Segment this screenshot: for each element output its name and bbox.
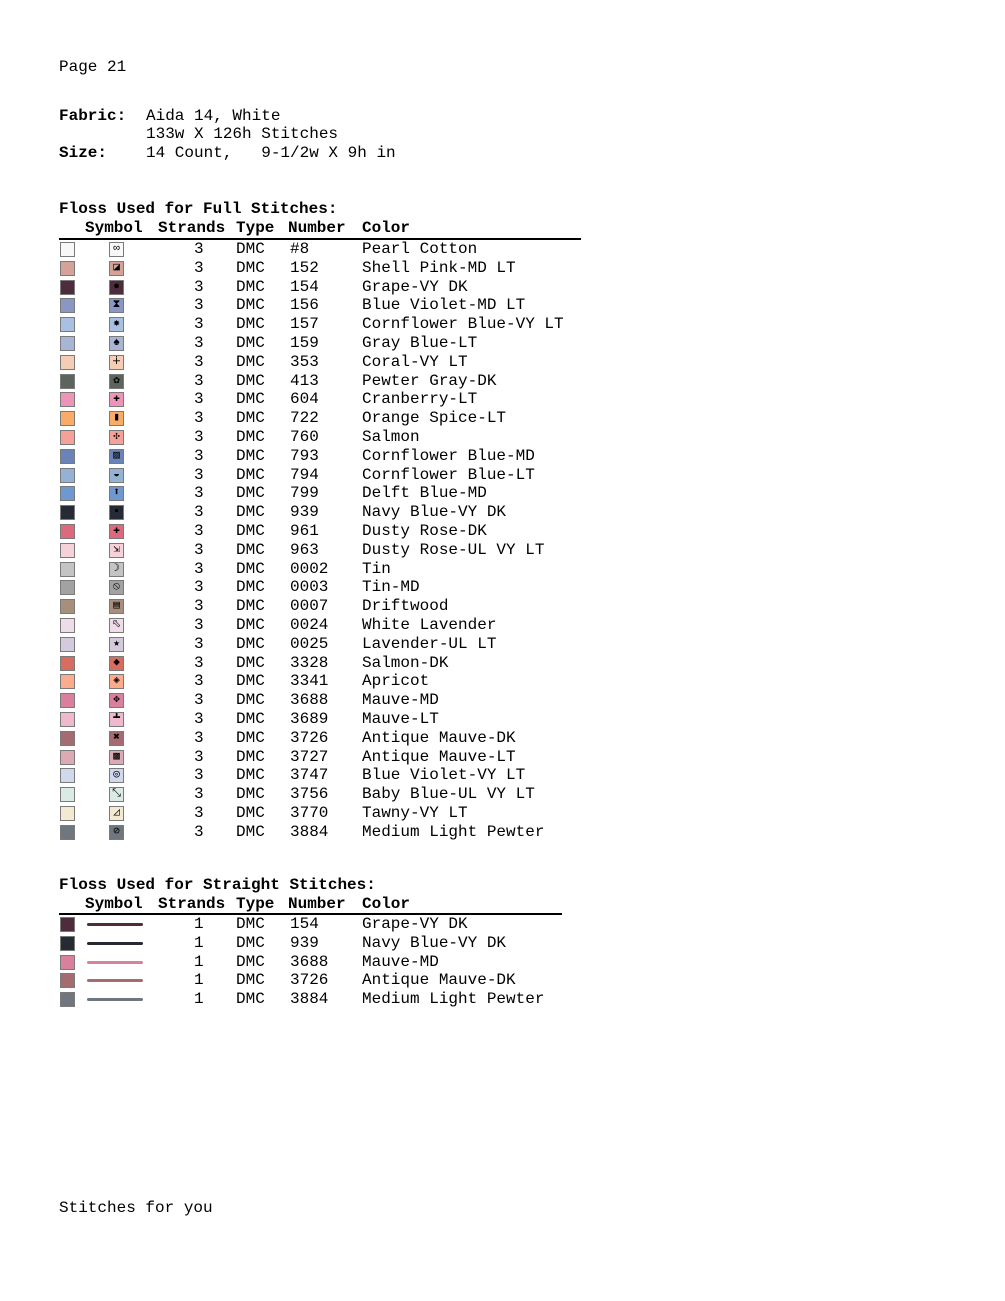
color-swatch <box>60 806 75 821</box>
table-row <box>0 953 700 972</box>
table-row <box>0 578 700 597</box>
color-swatch <box>60 992 75 1007</box>
table-row <box>0 541 700 560</box>
footer-text: Stitches for you <box>59 1199 213 1217</box>
type-cell: DMC <box>236 578 265 597</box>
number-cell: #8 <box>290 240 310 258</box>
type-cell: DMC <box>236 672 265 691</box>
color-name-cell: Dusty Rose-DK <box>362 522 487 540</box>
color-swatch <box>60 374 75 389</box>
strands-cell: 3 <box>194 258 204 277</box>
color-name-cell: Lavender-UL LT <box>362 634 497 653</box>
strands-cell: 3 <box>194 822 204 841</box>
color-swatch <box>60 936 75 951</box>
symbol-icon: ✚ <box>109 392 124 407</box>
table-row <box>0 915 700 934</box>
table-row <box>0 672 700 691</box>
strands-cell: 3 <box>194 747 204 766</box>
number-cell: 3726 <box>290 728 329 747</box>
type-cell: DMC <box>236 990 265 1009</box>
color-swatch <box>60 524 75 539</box>
number-cell: 0003 <box>290 578 329 597</box>
type-cell: DMC <box>236 446 265 465</box>
color-swatch <box>60 261 75 276</box>
type-cell: DMC <box>236 691 265 710</box>
stitch-line-icon <box>87 998 143 1001</box>
color-name-cell: Tin <box>362 559 391 578</box>
color-name-cell: Delft Blue-MD <box>362 484 487 503</box>
table-row <box>0 315 700 334</box>
number-cell: 0002 <box>290 559 329 578</box>
symbol-icon: ┻ <box>109 712 124 727</box>
table-row <box>0 990 700 1009</box>
strands-cell: 3 <box>194 428 204 446</box>
number-cell: 722 <box>290 409 319 428</box>
strands-cell: 3 <box>194 465 204 484</box>
symbol-icon: ✿ <box>109 374 124 389</box>
number-cell: 3770 <box>290 804 329 822</box>
type-cell: DMC <box>236 597 265 616</box>
color-name-cell: Dusty Rose-UL VY LT <box>362 540 545 559</box>
stitch-line-icon <box>87 961 143 964</box>
table-row <box>0 823 700 842</box>
strands-cell: 3 <box>194 371 204 390</box>
table-row <box>0 447 700 466</box>
table-row <box>0 766 700 785</box>
strands-cell: 3 <box>194 597 204 616</box>
header-number: Number <box>288 895 346 913</box>
strands-cell: 3 <box>194 484 204 503</box>
strands-cell: 3 <box>194 522 204 540</box>
symbol-icon: ◎ <box>109 768 124 783</box>
color-name-cell: Cornflower Blue-LT <box>362 465 535 484</box>
type-cell: DMC <box>236 352 265 371</box>
symbol-icon: ✸ <box>109 317 124 332</box>
strands-cell: 1 <box>194 952 204 971</box>
number-cell: 159 <box>290 334 319 352</box>
table-row <box>0 503 700 522</box>
color-swatch <box>60 242 75 257</box>
symbol-icon: ◆ <box>109 656 124 671</box>
symbol-icon: ⬁ <box>109 618 124 633</box>
table-row <box>0 409 700 428</box>
symbol-icon: ⊘ <box>109 825 124 840</box>
table-row <box>0 240 700 259</box>
table-row <box>0 353 700 372</box>
number-cell: 3688 <box>290 952 329 971</box>
strands-cell: 3 <box>194 559 204 578</box>
symbol-icon: ⤡ <box>109 787 124 802</box>
color-name-cell: Medium Light Pewter <box>362 822 545 841</box>
type-cell: DMC <box>236 747 265 766</box>
type-cell: DMC <box>236 409 265 428</box>
color-swatch <box>60 955 75 970</box>
symbol-icon: ∔ <box>109 355 124 370</box>
number-cell: 799 <box>290 484 319 503</box>
color-name-cell: Antique Mauve-DK <box>362 728 516 747</box>
table-row <box>0 691 700 710</box>
type-cell: DMC <box>236 465 265 484</box>
table-row <box>0 259 700 278</box>
symbol-icon: ◿ <box>109 806 124 821</box>
number-cell: 0024 <box>290 616 329 634</box>
type-cell: DMC <box>236 315 265 334</box>
strands-cell: 3 <box>194 728 204 747</box>
color-name-cell: Navy Blue-VY DK <box>362 933 507 952</box>
number-cell: 3328 <box>290 653 329 672</box>
symbol-icon: ⇲ <box>109 543 124 558</box>
size-value: 14 Count, 9-1/2w X 9h in <box>146 144 396 162</box>
color-name-cell: Apricot <box>362 672 430 691</box>
table-row <box>0 729 700 748</box>
symbol-icon: ☽ <box>109 562 124 577</box>
symbol-icon: ▤ <box>109 599 124 614</box>
color-swatch <box>60 392 75 407</box>
color-name-cell: Antique Mauve-DK <box>362 971 516 990</box>
color-swatch <box>60 298 75 313</box>
type-cell: DMC <box>236 804 265 822</box>
table-row <box>0 710 700 729</box>
number-cell: 413 <box>290 371 319 390</box>
type-cell: DMC <box>236 915 265 933</box>
color-swatch <box>60 618 75 633</box>
number-cell: 3884 <box>290 822 329 841</box>
color-swatch <box>60 355 75 370</box>
table-row <box>0 934 700 953</box>
number-cell: 794 <box>290 465 319 484</box>
color-swatch <box>60 731 75 746</box>
color-swatch <box>60 317 75 332</box>
number-cell: 939 <box>290 503 319 522</box>
color-swatch <box>60 825 75 840</box>
strands-cell: 3 <box>194 390 204 409</box>
color-swatch <box>60 449 75 464</box>
table-row <box>0 616 700 635</box>
strands-cell: 3 <box>194 296 204 315</box>
table-row <box>0 334 700 353</box>
color-swatch <box>60 486 75 501</box>
strands-cell: 3 <box>194 240 204 258</box>
number-cell: 760 <box>290 428 319 446</box>
symbol-icon: ⬆ <box>109 486 124 501</box>
table-row <box>0 484 700 503</box>
number-cell: 3341 <box>290 672 329 691</box>
color-name-cell: Orange Spice-LT <box>362 409 507 428</box>
symbol-icon: ✣ <box>109 430 124 445</box>
strands-cell: 3 <box>194 634 204 653</box>
symbol-icon: ◒ <box>109 468 124 483</box>
type-cell: DMC <box>236 540 265 559</box>
color-name-cell: White Lavender <box>362 616 497 634</box>
number-cell: 3727 <box>290 747 329 766</box>
color-swatch <box>60 768 75 783</box>
type-cell: DMC <box>236 822 265 841</box>
header-color: Color <box>362 219 411 237</box>
symbol-icon: ▮ <box>109 411 124 426</box>
page-label: Page 21 <box>59 58 127 76</box>
symbol-icon: ✥ <box>109 693 124 708</box>
header-type: Type <box>236 219 275 237</box>
symbol-icon: ▪ <box>109 505 124 520</box>
symbol-icon: ★ <box>109 637 124 652</box>
strands-cell: 3 <box>194 785 204 804</box>
symbol-icon: ▩ <box>109 750 124 765</box>
color-name-cell: Blue Violet-VY LT <box>362 766 526 785</box>
number-cell: 3884 <box>290 990 329 1009</box>
type-cell: DMC <box>236 933 265 952</box>
symbol-icon: ∞ <box>109 242 124 257</box>
header-number: Number <box>288 219 346 237</box>
number-cell: 3756 <box>290 785 329 804</box>
strands-cell: 1 <box>194 971 204 990</box>
color-swatch <box>60 787 75 802</box>
strands-cell: 3 <box>194 446 204 465</box>
color-swatch <box>60 750 75 765</box>
number-cell: 793 <box>290 446 319 465</box>
type-cell: DMC <box>236 785 265 804</box>
type-cell: DMC <box>236 952 265 971</box>
color-name-cell: Gray Blue-LT <box>362 334 478 352</box>
color-swatch <box>60 430 75 445</box>
table-row <box>0 390 700 409</box>
color-name-cell: Blue Violet-MD LT <box>362 296 526 315</box>
header-symbol: Symbol <box>85 895 143 913</box>
color-name-cell: Cranberry-LT <box>362 390 478 409</box>
number-cell: 154 <box>290 915 319 933</box>
table-row <box>0 296 700 315</box>
color-name-cell: Pewter Gray-DK <box>362 371 497 390</box>
color-name-cell: Grape-VY DK <box>362 915 468 933</box>
symbol-icon: ✖ <box>109 731 124 746</box>
color-name-cell: Navy Blue-VY DK <box>362 503 507 522</box>
color-name-cell: Cornflower Blue-VY LT <box>362 315 564 334</box>
type-cell: DMC <box>236 522 265 540</box>
color-swatch <box>60 468 75 483</box>
symbol-icon: ⦸ <box>109 580 124 595</box>
color-swatch <box>60 973 75 988</box>
type-cell: DMC <box>236 258 265 277</box>
strands-cell: 3 <box>194 409 204 428</box>
number-cell: 152 <box>290 258 319 277</box>
number-cell: 0007 <box>290 597 329 616</box>
full-stitches-title: Floss Used for Full Stitches: <box>59 200 338 218</box>
number-cell: 157 <box>290 315 319 334</box>
type-cell: DMC <box>236 428 265 446</box>
color-name-cell: Coral-VY LT <box>362 352 468 371</box>
table-row <box>0 372 700 391</box>
number-cell: 353 <box>290 352 319 371</box>
number-cell: 939 <box>290 933 319 952</box>
type-cell: DMC <box>236 296 265 315</box>
strands-cell: 3 <box>194 766 204 785</box>
strands-cell: 3 <box>194 616 204 634</box>
strands-cell: 1 <box>194 933 204 952</box>
type-cell: DMC <box>236 277 265 296</box>
type-cell: DMC <box>236 634 265 653</box>
number-cell: 961 <box>290 522 319 540</box>
symbol-icon: ◈ <box>109 674 124 689</box>
strands-cell: 3 <box>194 352 204 371</box>
number-cell: 3747 <box>290 766 329 785</box>
number-cell: 156 <box>290 296 319 315</box>
number-cell: 963 <box>290 540 319 559</box>
color-swatch <box>60 917 75 932</box>
color-swatch <box>60 674 75 689</box>
color-name-cell: Antique Mauve-LT <box>362 747 516 766</box>
type-cell: DMC <box>236 616 265 634</box>
strands-cell: 3 <box>194 710 204 728</box>
strands-cell: 3 <box>194 277 204 296</box>
color-name-cell: Shell Pink-MD LT <box>362 258 516 277</box>
table-row <box>0 748 700 767</box>
fabric-value: Aida 14, White <box>146 107 281 125</box>
color-swatch <box>60 637 75 652</box>
symbol-icon: ▨ <box>109 449 124 464</box>
number-cell: 3726 <box>290 971 329 990</box>
header-strands: Strands <box>158 219 226 237</box>
color-name-cell: Cornflower Blue-MD <box>362 446 535 465</box>
strands-cell: 1 <box>194 990 204 1009</box>
symbol-icon: ♠ <box>109 336 124 351</box>
size-label: Size: <box>59 144 108 162</box>
stitch-count: 133w X 126h Stitches <box>146 125 339 143</box>
type-cell: DMC <box>236 240 265 258</box>
straight-stitches-title: Floss Used for Straight Stitches: <box>59 876 376 894</box>
strands-cell: 3 <box>194 672 204 691</box>
color-name-cell: Medium Light Pewter <box>362 990 545 1009</box>
symbol-icon: ⧗ <box>109 298 124 313</box>
color-swatch <box>60 543 75 558</box>
color-name-cell: Mauve-MD <box>362 952 439 971</box>
number-cell: 3688 <box>290 691 329 710</box>
color-swatch <box>60 599 75 614</box>
color-swatch <box>60 656 75 671</box>
table-row <box>0 971 700 990</box>
strands-cell: 3 <box>194 804 204 822</box>
type-cell: DMC <box>236 728 265 747</box>
header-symbol: Symbol <box>85 219 143 237</box>
color-name-cell: Salmon <box>362 428 420 446</box>
color-swatch <box>60 336 75 351</box>
color-name-cell: Tin-MD <box>362 578 420 597</box>
fabric-label: Fabric: <box>59 107 127 125</box>
type-cell: DMC <box>236 766 265 785</box>
color-name-cell: Tawny-VY LT <box>362 804 468 822</box>
header-color: Color <box>362 895 411 913</box>
color-name-cell: Driftwood <box>362 597 449 616</box>
strands-cell: 3 <box>194 334 204 352</box>
type-cell: DMC <box>236 334 265 352</box>
type-cell: DMC <box>236 503 265 522</box>
strands-cell: 3 <box>194 653 204 672</box>
strands-cell: 1 <box>194 915 204 933</box>
table-row <box>0 804 700 823</box>
strands-cell: 3 <box>194 691 204 710</box>
color-swatch <box>60 693 75 708</box>
strands-cell: 3 <box>194 315 204 334</box>
color-name-cell: Pearl Cotton <box>362 240 478 258</box>
strands-cell: 3 <box>194 503 204 522</box>
color-swatch <box>60 280 75 295</box>
color-name-cell: Salmon-DK <box>362 653 449 672</box>
stitch-line-icon <box>87 979 143 982</box>
table-row <box>0 560 700 579</box>
header-type: Type <box>236 895 275 913</box>
table-row <box>0 522 700 541</box>
number-cell: 604 <box>290 390 319 409</box>
symbol-icon: ● <box>109 280 124 295</box>
stitch-line-icon <box>87 923 143 926</box>
symbol-icon: ✚ <box>109 524 124 539</box>
symbol-icon: ◪ <box>109 261 124 276</box>
color-name-cell: Baby Blue-UL VY LT <box>362 785 535 804</box>
color-name-cell: Grape-VY DK <box>362 277 468 296</box>
table-row <box>0 466 700 485</box>
color-name-cell: Mauve-LT <box>362 710 439 728</box>
color-swatch <box>60 562 75 577</box>
table-row <box>0 278 700 297</box>
header-strands: Strands <box>158 895 226 913</box>
color-swatch <box>60 580 75 595</box>
type-cell: DMC <box>236 710 265 728</box>
type-cell: DMC <box>236 390 265 409</box>
strands-cell: 3 <box>194 578 204 597</box>
table-row <box>0 635 700 654</box>
number-cell: 154 <box>290 277 319 296</box>
type-cell: DMC <box>236 971 265 990</box>
table-row <box>0 654 700 673</box>
type-cell: DMC <box>236 371 265 390</box>
table-row <box>0 597 700 616</box>
type-cell: DMC <box>236 484 265 503</box>
table-row <box>0 428 700 447</box>
number-cell: 3689 <box>290 710 329 728</box>
color-swatch <box>60 411 75 426</box>
color-name-cell: Mauve-MD <box>362 691 439 710</box>
stitch-line-icon <box>87 942 143 945</box>
number-cell: 0025 <box>290 634 329 653</box>
type-cell: DMC <box>236 653 265 672</box>
table-row <box>0 785 700 804</box>
color-swatch <box>60 505 75 520</box>
type-cell: DMC <box>236 559 265 578</box>
strands-cell: 3 <box>194 540 204 559</box>
color-swatch <box>60 712 75 727</box>
